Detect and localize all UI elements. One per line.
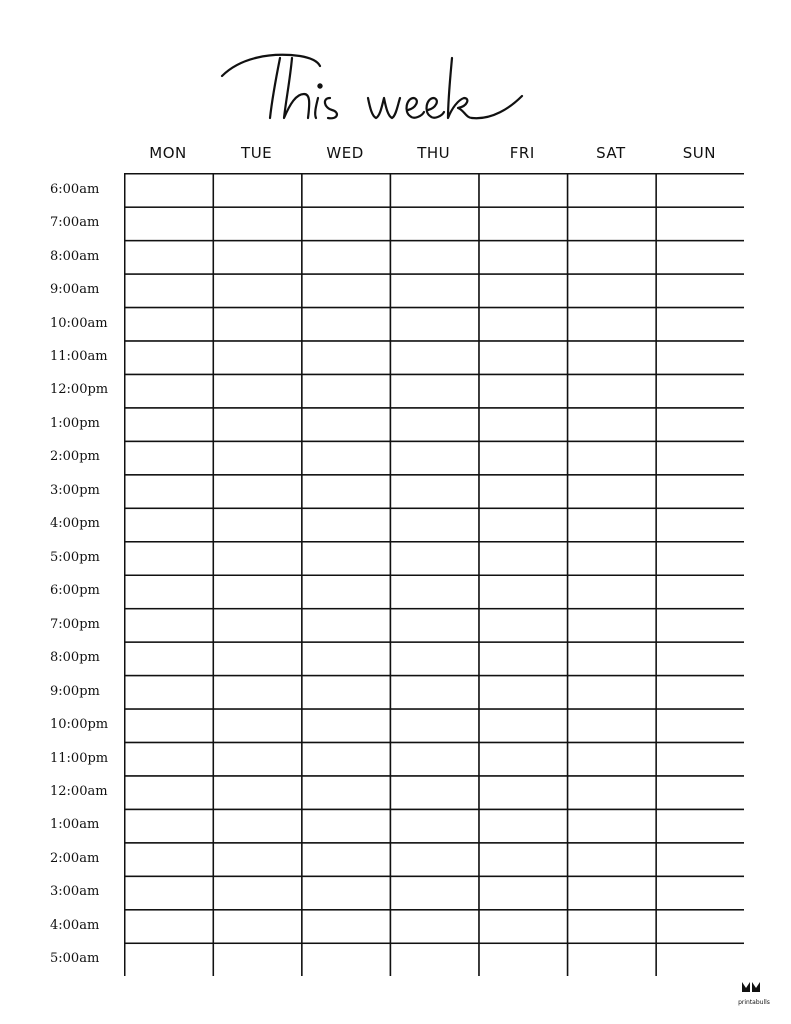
schedule-cell[interactable]	[302, 843, 391, 876]
schedule-cell[interactable]	[479, 274, 568, 307]
schedule-cell[interactable]	[390, 508, 479, 541]
schedule-cell[interactable]	[568, 809, 657, 842]
schedule-cell[interactable]	[479, 174, 568, 207]
time-label: 1:00pm	[50, 415, 100, 431]
schedule-cell[interactable]	[479, 241, 568, 274]
schedule-cell[interactable]	[390, 341, 479, 374]
schedule-cell[interactable]	[568, 508, 657, 541]
schedule-cell[interactable]	[302, 809, 391, 842]
schedule-cell[interactable]	[302, 508, 391, 541]
schedule-cell[interactable]	[656, 508, 744, 541]
schedule-cell[interactable]	[568, 910, 657, 943]
schedule-cell[interactable]	[390, 207, 479, 240]
schedule-cell[interactable]	[656, 241, 744, 274]
schedule-cell[interactable]	[568, 174, 657, 207]
time-label: 9:00am	[50, 282, 100, 298]
time-label: 12:00am	[50, 783, 108, 799]
schedule-cell[interactable]	[390, 709, 479, 742]
schedule-cell[interactable]	[568, 241, 657, 274]
page-title	[200, 38, 540, 128]
schedule-cell[interactable]	[125, 609, 214, 642]
schedule-cell[interactable]	[125, 508, 214, 541]
time-label: 12:00pm	[50, 382, 109, 398]
schedule-cell[interactable]	[568, 709, 657, 742]
schedule-cell[interactable]	[390, 375, 479, 408]
schedule-cell[interactable]	[568, 341, 657, 374]
schedule-cell[interactable]	[125, 876, 214, 909]
schedule-cell[interactable]	[302, 375, 391, 408]
time-label: 11:00pm	[50, 750, 109, 766]
schedule-cell[interactable]	[479, 375, 568, 408]
time-label: 3:00am	[50, 884, 100, 900]
schedule-cell[interactable]	[213, 408, 302, 441]
schedule-cell[interactable]	[479, 207, 568, 240]
time-label: 9:00pm	[50, 683, 100, 699]
schedule-cell[interactable]	[302, 475, 391, 508]
schedule-cell[interactable]	[390, 542, 479, 575]
day-header-thu: THU	[417, 144, 451, 162]
schedule-cell[interactable]	[213, 475, 302, 508]
schedule-cell[interactable]	[302, 341, 391, 374]
schedule-cell[interactable]	[479, 709, 568, 742]
schedule-cell[interactable]	[390, 743, 479, 776]
schedule-cell[interactable]	[479, 776, 568, 809]
schedule-cell[interactable]	[656, 341, 744, 374]
schedule-cell[interactable]	[568, 475, 657, 508]
schedule-cell[interactable]	[390, 441, 479, 474]
schedule-cell[interactable]	[213, 575, 302, 608]
schedule-cell[interactable]	[656, 910, 744, 943]
schedule-cell[interactable]	[302, 876, 391, 909]
schedule-cell[interactable]	[479, 642, 568, 675]
schedule-cell[interactable]	[390, 809, 479, 842]
day-header-sun: SUN	[682, 144, 716, 162]
schedule-cell[interactable]	[568, 876, 657, 909]
schedule-cell[interactable]	[125, 375, 214, 408]
time-label: 4:00pm	[50, 516, 100, 532]
schedule-cell[interactable]	[125, 441, 214, 474]
schedule-cell[interactable]	[568, 609, 657, 642]
time-label: 7:00am	[50, 215, 100, 231]
time-label: 10:00am	[50, 315, 108, 331]
schedule-cell[interactable]	[390, 843, 479, 876]
schedule-cell[interactable]	[390, 676, 479, 709]
schedule-cell[interactable]	[213, 441, 302, 474]
schedule-cell[interactable]	[479, 876, 568, 909]
schedule-cell[interactable]	[390, 408, 479, 441]
schedule-cell[interactable]	[302, 207, 391, 240]
schedule-cell[interactable]	[479, 843, 568, 876]
schedule-cell[interactable]	[213, 642, 302, 675]
schedule-cell[interactable]	[656, 843, 744, 876]
schedule-cell[interactable]	[656, 375, 744, 408]
schedule-cell[interactable]	[125, 843, 214, 876]
schedule-cell[interactable]	[302, 408, 391, 441]
time-label: 7:00pm	[50, 616, 100, 632]
schedule-cell[interactable]	[479, 341, 568, 374]
schedule-cell[interactable]	[125, 642, 214, 675]
schedule-cell[interactable]	[125, 207, 214, 240]
schedule-cell[interactable]	[479, 809, 568, 842]
schedule-cell[interactable]	[213, 943, 302, 976]
schedule-cell[interactable]	[656, 441, 744, 474]
schedule-cell[interactable]	[656, 174, 744, 207]
schedule-cell[interactable]	[568, 375, 657, 408]
schedule-cell[interactable]	[390, 174, 479, 207]
schedule-cell[interactable]	[479, 308, 568, 341]
schedule-cell[interactable]	[568, 676, 657, 709]
schedule-cell[interactable]	[656, 743, 744, 776]
schedule-cell[interactable]	[213, 776, 302, 809]
schedule-cell[interactable]	[125, 241, 214, 274]
schedule-cell[interactable]	[125, 943, 214, 976]
schedule-cell[interactable]	[390, 943, 479, 976]
schedule-cell[interactable]	[125, 809, 214, 842]
schedule-cell[interactable]	[302, 709, 391, 742]
schedule-cell[interactable]	[390, 575, 479, 608]
schedule-cell[interactable]	[479, 441, 568, 474]
schedule-cell[interactable]	[213, 876, 302, 909]
schedule-cell[interactable]	[390, 274, 479, 307]
schedule-cell[interactable]	[656, 575, 744, 608]
schedule-cell[interactable]	[125, 174, 214, 207]
schedule-cell[interactable]	[479, 609, 568, 642]
watermark-text: printabulls	[738, 999, 770, 1006]
schedule-cell[interactable]	[213, 542, 302, 575]
schedule-cell[interactable]	[568, 274, 657, 307]
schedule-cell[interactable]	[302, 241, 391, 274]
schedule-cell[interactable]	[568, 542, 657, 575]
schedule-cell[interactable]	[656, 876, 744, 909]
schedule-cell[interactable]	[125, 274, 214, 307]
schedule-cell[interactable]	[568, 843, 657, 876]
time-label: 6:00am	[50, 181, 100, 197]
schedule-cell[interactable]	[479, 575, 568, 608]
schedule-cell[interactable]	[656, 609, 744, 642]
schedule-cell[interactable]	[656, 709, 744, 742]
time-label: 6:00pm	[50, 583, 100, 599]
schedule-cell[interactable]	[213, 375, 302, 408]
schedule-cell[interactable]	[213, 207, 302, 240]
schedule-cell[interactable]	[213, 308, 302, 341]
schedule-cell[interactable]	[213, 241, 302, 274]
day-header-sat: SAT	[596, 144, 626, 162]
schedule-cell[interactable]	[125, 341, 214, 374]
time-label: 1:00am	[50, 817, 100, 833]
schedule-cell[interactable]	[479, 943, 568, 976]
schedule-cell[interactable]	[125, 308, 214, 341]
time-label: 5:00am	[50, 951, 100, 967]
schedule-cell[interactable]	[125, 575, 214, 608]
schedule-cell[interactable]	[390, 475, 479, 508]
schedule-cell[interactable]	[213, 676, 302, 709]
schedule-cell[interactable]	[125, 475, 214, 508]
schedule-cell[interactable]	[125, 776, 214, 809]
schedule-cell[interactable]	[479, 408, 568, 441]
schedule-cell[interactable]	[390, 609, 479, 642]
time-label: 3:00pm	[50, 482, 100, 498]
schedule-cell[interactable]	[213, 341, 302, 374]
schedule-cell[interactable]	[568, 943, 657, 976]
schedule-cell[interactable]	[479, 475, 568, 508]
schedule-cell[interactable]	[302, 676, 391, 709]
schedule-cell[interactable]	[213, 508, 302, 541]
schedule-cell[interactable]	[568, 408, 657, 441]
schedule-cell[interactable]	[568, 207, 657, 240]
schedule-cell[interactable]	[656, 943, 744, 976]
schedule-cell[interactable]	[568, 642, 657, 675]
schedule-cell[interactable]	[390, 308, 479, 341]
schedule-cell[interactable]	[213, 709, 302, 742]
schedule-cell[interactable]	[568, 441, 657, 474]
schedule-cell[interactable]	[213, 809, 302, 842]
schedule-cell[interactable]	[125, 408, 214, 441]
schedule-grid	[124, 173, 744, 976]
schedule-cell[interactable]	[568, 575, 657, 608]
time-label: 11:00am	[50, 349, 108, 365]
schedule-cell[interactable]	[302, 308, 391, 341]
time-label: 8:00am	[50, 248, 100, 264]
schedule-cell[interactable]	[302, 542, 391, 575]
schedule-cell[interactable]	[213, 843, 302, 876]
schedule-cell[interactable]	[479, 542, 568, 575]
time-label: 2:00am	[50, 850, 100, 866]
schedule-cell[interactable]	[302, 274, 391, 307]
schedule-cell[interactable]	[302, 943, 391, 976]
time-label: 5:00pm	[50, 549, 100, 565]
schedule-cell[interactable]	[479, 676, 568, 709]
schedule-cell[interactable]	[213, 274, 302, 307]
time-label: 10:00pm	[50, 717, 109, 733]
time-label: 2:00pm	[50, 449, 100, 465]
schedule-cell[interactable]	[390, 776, 479, 809]
day-header-wed: WED	[326, 144, 364, 162]
day-header-mon: MON	[149, 144, 187, 162]
schedule-cell[interactable]	[213, 743, 302, 776]
schedule-cell[interactable]	[302, 743, 391, 776]
day-header-tue: TUE	[241, 144, 273, 162]
schedule-cell[interactable]	[479, 910, 568, 943]
schedule-cell[interactable]	[656, 676, 744, 709]
schedule-cell[interactable]	[302, 910, 391, 943]
schedule-cell[interactable]	[125, 676, 214, 709]
schedule-cell[interactable]	[479, 743, 568, 776]
schedule-cell[interactable]	[479, 508, 568, 541]
schedule-cell[interactable]	[656, 274, 744, 307]
schedule-cell[interactable]	[656, 308, 744, 341]
time-label: 8:00pm	[50, 650, 100, 666]
schedule-cell[interactable]	[656, 542, 744, 575]
schedule-cell[interactable]	[656, 809, 744, 842]
schedule-cell[interactable]	[125, 743, 214, 776]
schedule-cell[interactable]	[213, 910, 302, 943]
schedule-cell[interactable]	[302, 441, 391, 474]
schedule-cell[interactable]	[302, 776, 391, 809]
schedule-cell[interactable]	[302, 609, 391, 642]
day-header-fri: FRI	[509, 144, 535, 162]
schedule-cell[interactable]	[213, 174, 302, 207]
schedule-cell[interactable]	[568, 308, 657, 341]
schedule-cell[interactable]	[656, 408, 744, 441]
schedule-cell[interactable]	[656, 642, 744, 675]
printabulls-logo	[734, 978, 774, 1008]
schedule-cell[interactable]	[125, 910, 214, 943]
schedule-cell[interactable]	[656, 207, 744, 240]
schedule-cell[interactable]	[302, 575, 391, 608]
schedule-cell[interactable]	[125, 709, 214, 742]
schedule-cell[interactable]	[568, 776, 657, 809]
schedule-cell[interactable]	[302, 642, 391, 675]
schedule-cell[interactable]	[656, 776, 744, 809]
schedule-cell[interactable]	[302, 174, 391, 207]
schedule-cell[interactable]	[656, 475, 744, 508]
schedule-cell[interactable]	[390, 642, 479, 675]
time-label: 4:00am	[50, 917, 100, 933]
schedule-cell[interactable]	[125, 542, 214, 575]
schedule-cell[interactable]	[568, 743, 657, 776]
schedule-cell[interactable]	[213, 609, 302, 642]
schedule-cell[interactable]	[390, 910, 479, 943]
schedule-cell[interactable]	[390, 876, 479, 909]
schedule-cell[interactable]	[390, 241, 479, 274]
